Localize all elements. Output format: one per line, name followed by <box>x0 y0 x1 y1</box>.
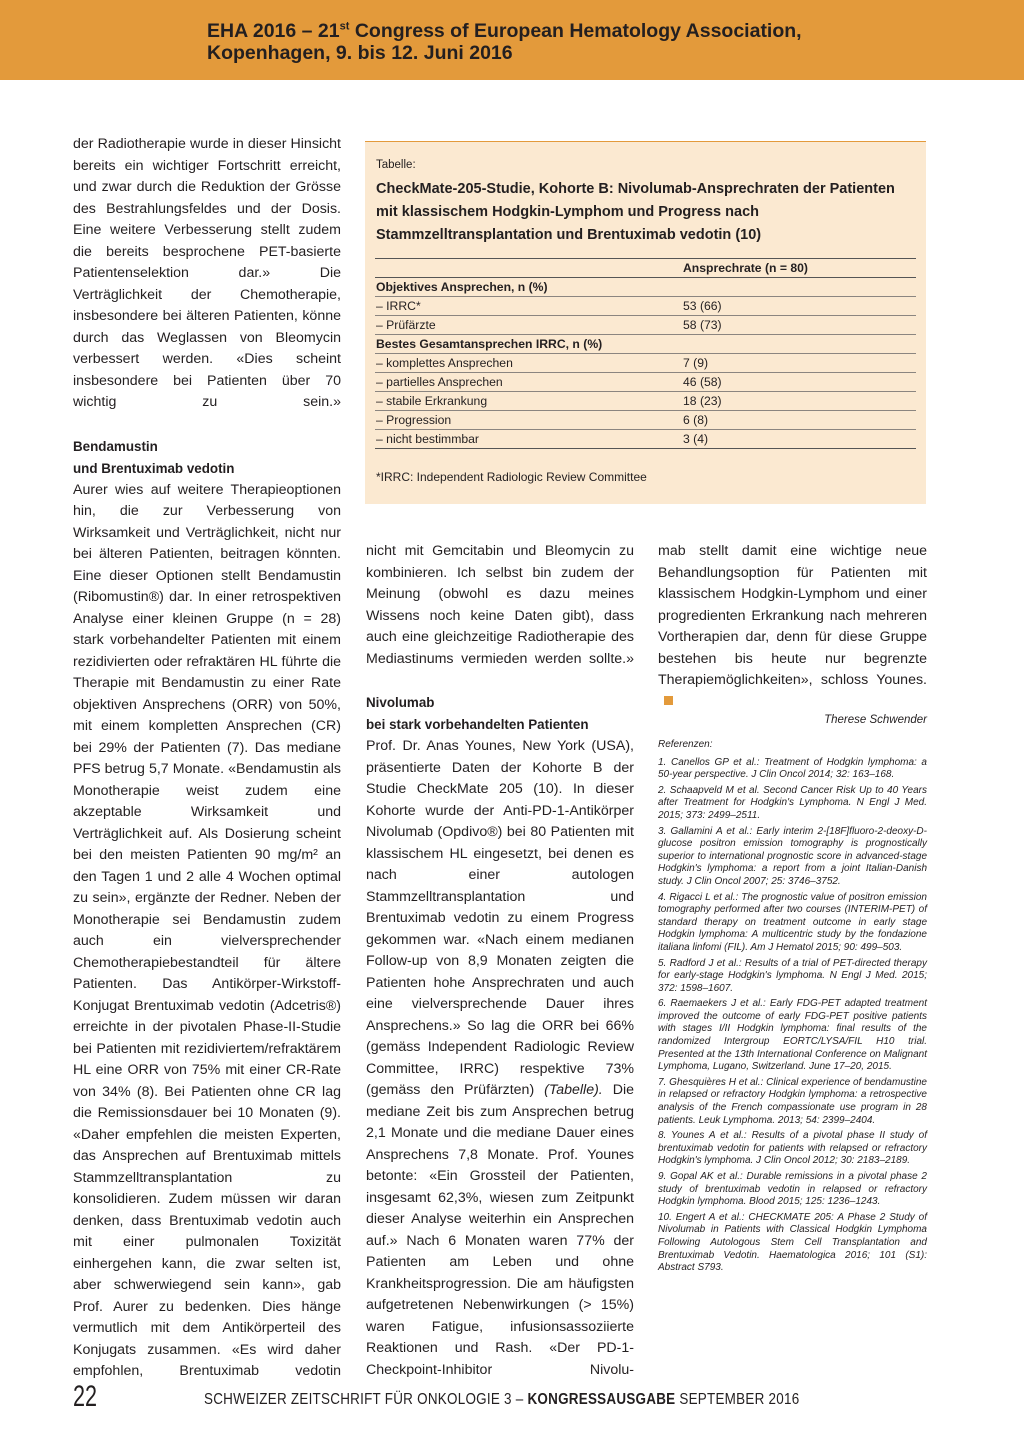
section-heading-bendamustin <box>73 436 341 480</box>
congress-title <box>207 20 802 64</box>
row-label: – nicht bestimmbar <box>375 430 682 449</box>
journal-name: SCHWEIZER ZEITSCHRIFT FÜR ONKOLOGIE 3 – <box>204 1391 528 1408</box>
table-box <box>365 141 926 504</box>
col2-paragraph-1: nicht mit Gemcitabin und Bleomycin zu kombinieren. Ich selbst bin zudem der Meinung (obwohl es dazu meines Wissens noch keine Daten gibt), dass auch eine gleichzeitige Radiotherapie des Mediastinums vermieden werden sollte.» <box>366 543 634 667</box>
row-value: 58 (73) <box>682 316 916 335</box>
reference-item: 9. Gopal AK et al.: Durable remissions in a pivotal phase 2 study of brentuximab vedotin in relapsed or refractory Hodgkin lymphoma. Blood 2015; 125: 1236–1243. <box>658 1171 927 1208</box>
table-row <box>375 373 916 392</box>
heading-line-a: Nivolumab <box>366 695 435 710</box>
end-of-article-square-icon <box>664 696 673 705</box>
row-label: – IRRC* <box>375 297 682 316</box>
heading-line-a: Bendamustin <box>73 438 158 454</box>
table-column-header: Ansprechrate (n = 80) <box>682 259 916 278</box>
reference-item: 8. Younes A et al.: Results of a pivotal phase II study of brentuximab vedotin for patients with relapsed or refractory Hodgkin's lymphoma. J Clin Oncol 2012; 30: 2183–2189. <box>658 1130 927 1167</box>
col1-paragraph-1: der Radiotherapie wurde in dieser Hinsicht bereits ein wichtiger Fortschritt erreicht, und zwar durch die Reduktion der Grösse des Bestrahlungsfeldes und der Dosis. Eine weitere Verbesserung stellt zudem die bereits besprochene PET-basierte Patientenselektion dar.» Die Verträglichkeit der Chemotherapie, insbesondere bei älteren Patienten, könne durch das Weglassen von Bleomycin verbessert werden. «Dies scheint insbesondere bei Patienten über 70 wichtig zu sein.» <box>73 136 341 410</box>
table-row <box>375 335 916 354</box>
row-label: – partielles Ansprechen <box>375 373 682 392</box>
table-header-empty <box>375 259 682 278</box>
reference-item: 6. Raemaekers J et al.: Early FDG-PET adapted treatment improved the outcome of early FDG-PET positive patients with stages I/II Hodgkin lymphoma: final results of the randomized Intergroup EORTC/LYSA/FIL H10 trial. Presented at the 13th International Conference on Malignant Lymphoma, Lugano, Switzerland. June 17–20, 2015. <box>658 998 927 1073</box>
table-label: Tabelle: <box>376 159 416 171</box>
references-heading: Referenzen: <box>658 739 713 750</box>
reference-item: 2. Schaapveld M et al. Second Cancer Risk Up to 40 Years after Treatment for Hodgkin's Lymphoma. N Engl J Med. 2015; 373: 2499–2511. <box>658 784 927 821</box>
row-value <box>682 335 916 354</box>
table-row <box>375 316 916 335</box>
page-number: 22 <box>73 1380 98 1413</box>
row-label: – stabile Erkrankung <box>375 392 682 411</box>
header-line1-a: EHA 2016 – 21 <box>207 20 340 42</box>
author-signature: Therese Schwender <box>824 714 927 726</box>
heading-line-b: bei stark vorbehandelten Patienten <box>366 717 589 732</box>
edition-label: KONGRESSAUSGABE <box>527 1391 676 1408</box>
column-3 <box>658 541 927 1278</box>
journal-line <box>204 1390 799 1410</box>
row-label: Objektives Ansprechen, n (%) <box>375 278 682 297</box>
references-list <box>658 739 927 1275</box>
section-heading-nivolumab <box>366 692 634 736</box>
header-line2: Kopenhagen, 9. bis 12. Juni 2016 <box>207 42 513 64</box>
row-value: 18 (23) <box>682 392 916 411</box>
heading-line-b: und Brentuximab vedotin <box>73 460 235 476</box>
row-value: 3 (4) <box>682 430 916 449</box>
column-1 <box>73 134 341 1383</box>
row-label: – komplettes Ansprechen <box>375 354 682 373</box>
col1-paragraph-2: Aurer wies auf weitere Therapieoptionen hin, die zur Verbesserung von Wirksamkeit und Verträglichkeit, nicht nur bei älteren Patienten, beitragen könnten. Eine dieser Optionen stellt Bendamustin (Ribomustin®) dar. In einer retrospektiven Analyse einer kleinen Gruppe (n = 28) stark vorbehandelter Patienten mit einem rezidivierten oder refraktären HL führte die Therapie mit Bendamustin zu einer Rate objektiven Ansprechens (ORR) von 50%, mit einem kompletten Ansprechen (CR) bei 29% der Patienten (7). Das mediane PFS betrug 5,7 Monate. «Bendamustin als Monotherapie weist zudem eine akzeptable Wirksamkeit und Verträglichkeit auf. Als Dosierung scheint bei den meisten Patienten 90 mg/m² an den Tagen 1 und 2 alle 4 Wochen optimal zu sein», ergänzte der Redner. Neben der Monotherapie sei Bendamustin zudem auch ein vielversprechender Chemotherapiebestandteil für ältere Patienten. Das Antikörper-Wirkstoff-Konjugat Brentuximab vedotin (Adcetris®) erreichte in der pivotalen Phase-II-Studie bei Patienten mit rezidiviertem/refraktärem HL eine ORR von 75% mit einer CR-Rate von 34% (8). Bei Patienten ohne CR lag die Remissionsdauer bei 10 Monaten (9). «Daher empfehlen die meisten Experten, das Ansprechen auf Brentuximab mittels Stammzelltransplantation zu konsolidieren. Zudem müssen wir daran denken, dass Brentuximab vedotin auch mit einer pulmonalen Toxizität einhergehen kann, die zwar selten ist, aber schwerwiegend sein kann», gab Prof. Aurer zu bedenken. Dies hänge vermutlich mit dem Antikörperteil des Konjugats zusammen. «Es wird daher empfohlen, Brentuximab vedotin <box>73 481 341 1379</box>
table-title: CheckMate-205-Studie, Kohorte B: Nivolumab-Ansprechraten der Patienten mit klassischem Hodgkin-Lymphom und Progress nach Stammzelltransplantation und Brentuximab vedotin (10) <box>376 181 895 243</box>
row-value <box>682 278 916 297</box>
row-value: 53 (66) <box>682 297 916 316</box>
page-footer <box>73 1380 927 1420</box>
column-2 <box>366 541 634 1381</box>
table-row <box>375 392 916 411</box>
issue-date: SEPTEMBER 2016 <box>675 1391 800 1408</box>
table-row <box>375 354 916 373</box>
row-label: Bestes Gesamtansprechen IRRC, n (%) <box>375 335 682 354</box>
col3-paragraph-1 <box>658 541 927 713</box>
text-run: Prof. Dr. Anas Younes, New York (USA), präsentierte Daten der Kohorte B der Studie CheckMate 205 (10). In dieser Kohorte wurde der Anti-PD-1-Antikörper Nivolumab (Opdivo®) bei 80 Patienten mit klassischem HL eingesetzt, bei denen es nach einer autologen Stammzelltransplantation und Brentuximab vedotin zu einem Progress gekommen war. «Nach einem medianen Follow-up von 8,9 Monaten zeigten die Patienten hohe Ansprechraten und auch eine vielversprechende Dauer ihres Ansprechens.» So lag die ORR bei 66% (gemäss Independent Radiologic Review Committee, IRRC) respektive 73% (gemäss den Prüfärzten) <box>366 738 634 1098</box>
table-row <box>375 297 916 316</box>
row-value: 46 (58) <box>682 373 916 392</box>
reference-item: 5. Radford J et al.: Results of a trial of PET-directed therapy for early-stage Hodgkin's lymphoma. N Engl J Med. 2015; 372: 1598–1607. <box>658 957 927 994</box>
table-row <box>375 278 916 297</box>
row-value: 7 (9) <box>682 354 916 373</box>
col2-paragraph-2 <box>366 736 634 1381</box>
response-table <box>375 258 916 449</box>
reference-item: 7. Ghesquières H et al.: Clinical experience of bendamustine in relapsed or refractory Hodgkin lymphoma: a retrospective analysis of the French compassionate use program in 28 patients. Leuk Lymphoma. 2013; 54: 2399–2404. <box>658 1076 927 1126</box>
reference-item: 1. Canellos GP et al.: Treatment of Hodgkin lymphoma: a 50-year perspective. J Clin Oncol 2014; 32: 163–168. <box>658 756 927 781</box>
row-label: – Prüfärzte <box>375 316 682 335</box>
reference-item: 10. Engert A et al.: CHECKMATE 205: A Phase 2 Study of Nivolumab in Patients with Classical Hodgkin Lymphoma Following Autologous Stem Cell Transplantation and Brentuximab Vedotin. Haematologica 2016; 101 (S1): Abstract S793. <box>658 1211 927 1274</box>
table-reference: (Tabelle). <box>544 1082 603 1098</box>
header-sup: st <box>339 20 350 33</box>
row-value: 6 (8) <box>682 411 916 430</box>
row-label: – Progression <box>375 411 682 430</box>
reference-item: 3. Gallamini A et al.: Early interim 2-[18F]fluoro-2-deoxy-D-glucose positron emission tomography is prognostically superior to international prognostic score in advanced-stage Hodgkin's lymphoma: a report from a joint Italian-Danish study. J Clin Oncol 2007; 25: 3746–3752. <box>658 825 927 887</box>
table-footnote: *IRRC: Independent Radiologic Review Committee <box>376 470 647 484</box>
table-row <box>375 430 916 449</box>
header-line1-b: Congress of European Hematology Association, <box>349 20 802 42</box>
congress-header-banner <box>0 0 1024 80</box>
table-header-row <box>375 259 916 278</box>
reference-item: 4. Rigacci L et al.: The prognostic value of positron emission tomography performed after two courses (INTERIM-PET) of standard therapy on treatment outcome in early stage Hodgkin lymphoma: A multicentric study by the fondazione italiana linfomi (FIL). Am J Hematol 2015; 90: 499–503. <box>658 891 927 953</box>
text-run: mab stellt damit eine wichtige neue Behandlungsoption für Patienten mit klassischem Hodgkin-Lymphom und einer progredienten Erkrankung nach mehreren Vortherapien dar, denn für diese Gruppe bestehen bis heute nur begrenzte Therapiemöglichkeiten», schloss Younes. <box>658 543 927 688</box>
table-row <box>375 411 916 430</box>
text-run: Die mediane Zeit bis zum Ansprechen betrug 2,1 Monate und die mediane Dauer eines Ansprechens 7,8 Monate. Prof. Younes betonte: «Ein Grossteil der Patienten, insgesamt 62,3%, wiesen zum Zeitpunkt dieser Analyse weiterhin ein Ansprechen auf.» Nach 6 Monaten waren 77% der Patienten am Leben und ohne Krankheitsprogression. Die am häufigsten aufgetretenen Nebenwirkungen (> 15%) waren Fatigue, infusionsassoziierte Reaktionen und Rash. «Der PD-1-Checkpoint-Inhibitor Nivolu- <box>366 1082 634 1378</box>
